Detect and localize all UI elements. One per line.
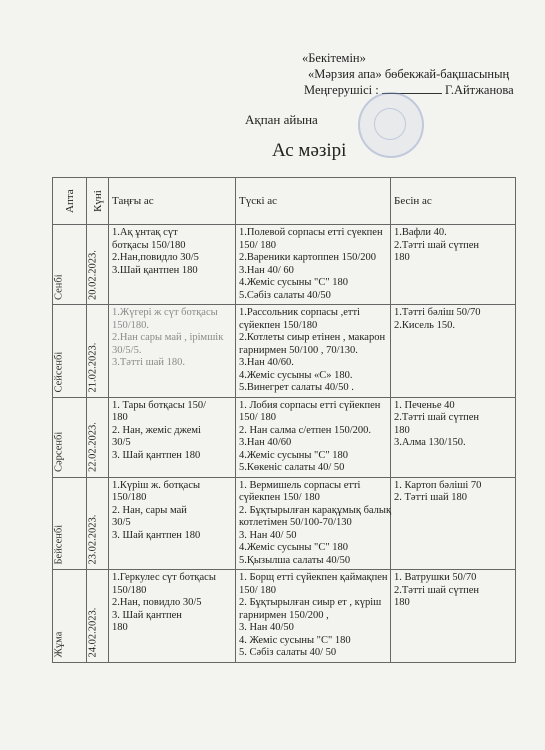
menu-line: 180 <box>394 597 410 608</box>
menu-line: 180 <box>112 622 128 633</box>
menu-line: 2.Нан,повидло 30/5 <box>112 252 199 263</box>
snack-cell <box>391 477 516 570</box>
menu-line: 2. Нан, сары май <box>112 504 187 516</box>
menu-line: 3. Нан 40/ 50 <box>239 529 297 541</box>
breakfast-cell <box>109 225 236 305</box>
menu-line: 1. Картоп бәліші 70 <box>394 479 482 491</box>
snack-cell <box>391 397 516 477</box>
menu-line: 2. Тәтті шай 180 <box>394 492 468 503</box>
menu-line: гарнирмен 50/100 , 70/130. <box>239 344 358 356</box>
breakfast-cell <box>109 570 236 663</box>
menu-line: 1. Лобия сорпасы етті сүйекпен <box>239 399 381 411</box>
menu-line: 1.Вафли 40. <box>394 227 447 238</box>
menu-line: 4.Жеміс сусыны «С» 180. <box>239 369 353 381</box>
table-row <box>53 397 516 477</box>
menu-line: 2. Бұқтырылған карақұмық балық <box>239 504 392 516</box>
date-cell: 22.02.2023. <box>87 397 109 477</box>
menu-line: 1.Жүгері ж сүт ботқасы <box>112 307 218 318</box>
manager-label: Меңгерушісі : <box>304 83 379 97</box>
menu-line: 1.Полевой сорпасы етті сүекпен <box>239 227 383 238</box>
menu-line: 3. Шай қантпен 180 <box>112 529 201 541</box>
menu-line: 4.Жеміс сусыны "С" 180 <box>239 542 348 553</box>
menu-line: 1.Тәтті бәліш 50/70 <box>394 307 481 318</box>
table-header-row <box>53 178 516 225</box>
menu-line: 2.Котлеты сиыр етінен , макарон <box>239 332 386 343</box>
menu-line: 2.Нан сары май , ірімшік <box>112 332 224 343</box>
menu-line: 4.Жеміс сусыны "С" 180 <box>239 449 348 461</box>
menu-line: 30/5 <box>112 437 131 448</box>
menu-line: 2.Нан, повидло 30/5 <box>112 597 202 608</box>
weekday-cell: Сенбі <box>53 225 87 305</box>
menu-line: 150/ 180 <box>239 584 277 596</box>
official-seal <box>358 92 424 158</box>
menu-line: 2.Кисель 150. <box>394 319 455 331</box>
lunch-cell <box>236 570 391 663</box>
menu-line: 1.Күріш ж. ботқасы <box>112 479 201 491</box>
lunch-cell <box>236 225 391 305</box>
weekday-cell: Бейсенбі <box>53 477 87 570</box>
date-cell: 21.02.2023. <box>87 305 109 398</box>
menu-line: 1.Ақ ұнтақ сүт <box>112 227 178 238</box>
menu-line: 4.Жеміс сусыны "С" 180 <box>239 277 348 288</box>
manager-name: Г.Айтжанова <box>445 83 514 97</box>
menu-line: 3.Алма 130/150. <box>394 437 466 448</box>
table-row <box>53 477 516 570</box>
header-week: Апта <box>53 178 87 225</box>
header-lunch: Түскі ас <box>236 178 391 225</box>
date-cell: 24.02.2023. <box>87 570 109 663</box>
table-row <box>53 225 516 305</box>
menu-line: 2.Тәтті шай сүтпен <box>394 412 480 423</box>
breakfast-cell <box>109 397 236 477</box>
approve-label: «Бекітемін» <box>302 51 366 65</box>
menu-line: сүйекпен 150/180 <box>239 319 318 331</box>
menu-body <box>53 225 516 663</box>
menu-line: 5.Сәбіз салаты 40/50 <box>239 289 331 301</box>
table-row <box>53 305 516 398</box>
approval-block <box>290 50 514 98</box>
menu-line: 3.Нан 40/60. <box>239 357 294 368</box>
menu-line: 30/5 <box>112 517 131 528</box>
menu-line: котлетімен 50/100-70/130 <box>239 517 352 528</box>
kindergarten-name: «Мәрзия апа» бөбекжай-бақшасының <box>308 67 510 81</box>
lunch-cell <box>236 477 391 570</box>
menu-line: 150/180. <box>112 319 150 331</box>
menu-line: 180 <box>112 412 128 423</box>
menu-line: 150/180 <box>112 492 147 503</box>
month-label: Ақпан айына <box>245 112 318 127</box>
date-cell: 20.02.2023. <box>87 225 109 305</box>
menu-line: 150/ 180 <box>239 239 277 251</box>
menu-line: 30/5/5. <box>112 344 142 356</box>
breakfast-cell <box>109 305 236 398</box>
weekday-cell: Сейсенбі <box>53 305 87 398</box>
menu-line: 3.Шай қантпен 180 <box>112 264 198 276</box>
menu-line: 2. Нан салма с/етпен 150/200. <box>239 424 372 436</box>
date-cell: 23.02.2023. <box>87 477 109 570</box>
menu-line: 1. Ватрушки 50/70 <box>394 572 477 583</box>
menu-line: 3.Тәтті шай 180. <box>112 357 186 368</box>
header-snack: Бесін ас <box>391 178 516 225</box>
table-row <box>53 570 516 663</box>
menu-line: 150/180 <box>112 584 147 596</box>
weekday-cell: Жұма <box>53 570 87 663</box>
menu-line: 2. Нан, жеміс джемі <box>112 424 201 436</box>
document-title: Ас мәзірі <box>272 140 347 161</box>
menu-line: 2.Тәтті шай сүтпен <box>394 239 480 251</box>
menu-line: 3.Нан 40/60 <box>239 437 292 448</box>
menu-line: 1. Печенье 40 <box>394 399 455 411</box>
weekday-cell: Сәрсенбі <box>53 397 87 477</box>
menu-line: 5.Винегрет салаты 40/50 . <box>239 382 354 393</box>
menu-line: сүйекпен 150/ 180 <box>239 492 320 503</box>
menu-line: 2. Бұқтырылған сиыр ет , күріш <box>239 597 382 608</box>
snack-cell <box>391 225 516 305</box>
lunch-cell <box>236 305 391 398</box>
menu-line: 4. Жеміс сусыны "С" 180 <box>239 634 351 646</box>
menu-line: 180 <box>394 424 410 436</box>
snack-cell <box>391 570 516 663</box>
menu-line: гарнирмен 150/200 , <box>239 609 329 621</box>
menu-line: 2.Тәтті шай сүтпен <box>394 584 480 596</box>
menu-line: 1. Борщ етті сүйекпен қаймақпен <box>239 572 388 583</box>
menu-line: ботқасы 150/180 <box>112 239 186 251</box>
menu-line: 5. Сәбіз салаты 40/ 50 <box>239 647 337 658</box>
menu-line: 150/ 180 <box>239 412 277 423</box>
menu-line: 3. Нан 40/50 <box>239 622 294 633</box>
menu-line: 1. Вермишель сорпасы етті <box>239 479 361 491</box>
header-day: Күні <box>87 178 109 225</box>
menu-line: 2.Вареники картоппен 150/200 <box>239 252 377 263</box>
menu-line: 1.Геркулес сүт ботқасы <box>112 572 216 583</box>
header-breakfast: Таңғы ас <box>109 178 236 225</box>
menu-table <box>52 177 516 663</box>
menu-line: 3.Нан 40/ 60 <box>239 264 294 276</box>
snack-cell <box>391 305 516 398</box>
menu-line: 5.Қызылша салаты 40/50 <box>239 554 351 566</box>
menu-line: 3. Шай қантпен 180 <box>112 449 201 461</box>
menu-line: 180 <box>394 252 410 263</box>
menu-line: 1.Рассольник сорпасы ,етті <box>239 307 360 318</box>
breakfast-cell <box>109 477 236 570</box>
menu-line: 1. Тары ботқасы 150/ <box>112 399 207 411</box>
lunch-cell <box>236 397 391 477</box>
menu-line: 3. Шай қантпен <box>112 609 182 621</box>
menu-line: 5.Көкеніс салаты 40/ 50 <box>239 462 345 473</box>
